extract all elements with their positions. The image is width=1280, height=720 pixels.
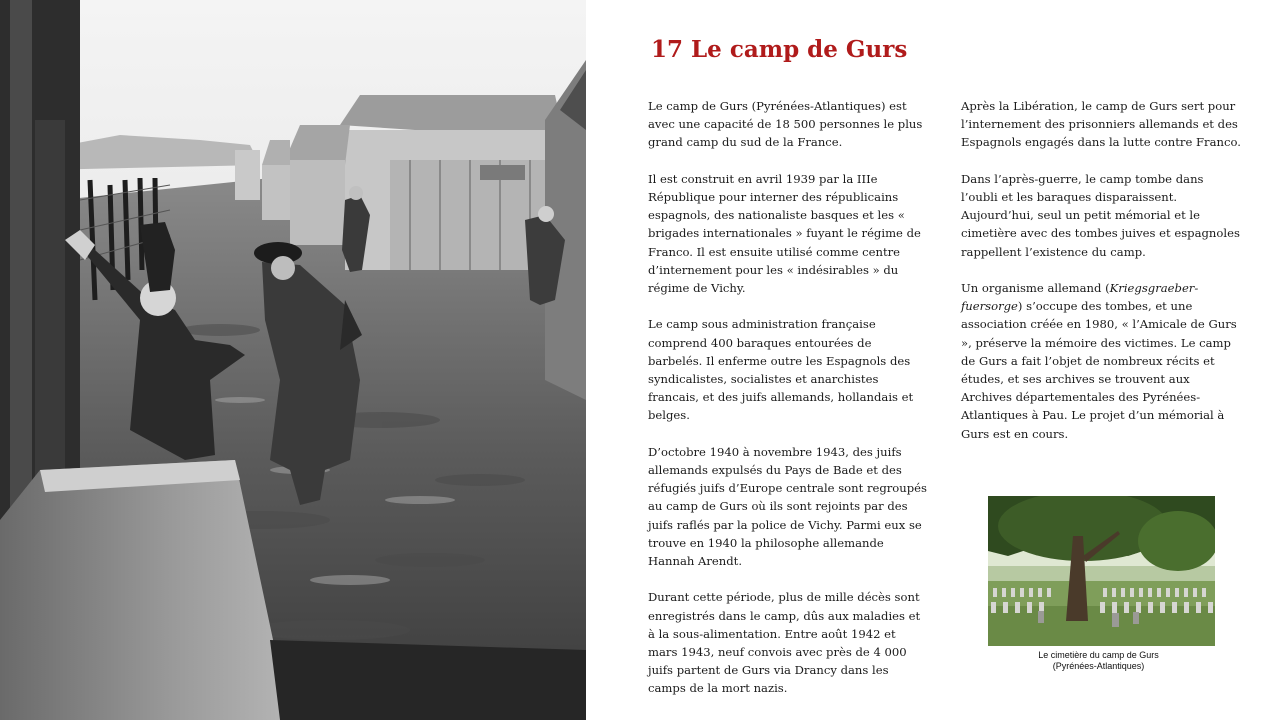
paragraph-construction: Il est construit en avril 1939 par la IIIe République pour interner des républicains espagnols, des nationaliste basques et les « brigades internationales » fuyant le régime de Franco. Il est ensuite utilisé comme centre d’internement pour les « indésirables » du régime de Vichy. bbox=[648, 171, 921, 296]
text-column-right bbox=[961, 97, 1241, 461]
paragraph-capacity: Le camp de Gurs (Pyrénées-Atlantiques) est avec une capacité de 18 500 personnes le plus grand camp du sud de la France. bbox=[648, 99, 923, 150]
paragraph-liberation: Après la Libération, le camp de Gurs sert pour l’internement des prisonniers allemands et des Espagnols engagés dans la lutte contre Franco. bbox=[961, 99, 1241, 150]
paragraph-deportees: D’octobre 1940 à novembre 1943, des juifs allemands expulsés du Pays de Bade et des réfugiés juifs d’Europe centrale sont regroupés au camp de Gurs où ils sont rejoints par des juifs raflés par la police de Vichy. Parmi eux se trouve en 1940 la philosophe allemande Hannah Arendt. bbox=[648, 444, 927, 569]
camp-photo bbox=[0, 0, 586, 720]
caption-line-1: Le cimetière du camp de Gurs bbox=[1038, 650, 1159, 660]
memorial-text-end: ) s’occupe des tombes, et une association créée en 1980, « l’Amicale de Gurs », préserve la mémoire des victimes. Le camp de Gurs a fait l’objet de nombreux récits et études, et ses archives se trouvent aux Archives départementales des Pyrénées-Atlantiques à Pau. Le projet d’un mémorial à Gurs est en cours. bbox=[961, 299, 1237, 441]
page-title: 17 Le camp de Gurs bbox=[651, 36, 908, 63]
memorial-text-start: Un organisme allemand ( bbox=[961, 281, 1110, 295]
paragraph-memorial bbox=[961, 279, 1241, 443]
caption-line-2: (Pyrénées-Atlantiques) bbox=[1052, 661, 1145, 671]
organisation-name: Kriegsgraeber-fuersorge bbox=[961, 281, 1199, 314]
paragraph-deaths: Durant cette période, plus de mille décès sont enregistrés dans le camp, dûs aux maladies et à la sous-alimentation. Entre août 1942 et mars 1943, neuf convois avec près de 4 000 juifs partent de Gurs via Drancy dans les camps de la mort nazis. bbox=[648, 590, 921, 696]
paragraph-postwar: Dans l’après-guerre, le camp tombe dans l’oubli et les baraques disparaissent. Aujourd’hui, seul un petit mémorial et le cimetière avec des tombes juives et espagnoles rappellent l’existence du camp. bbox=[961, 171, 1240, 259]
cemetery-photo bbox=[988, 496, 1215, 646]
text-column-left bbox=[648, 97, 928, 716]
paragraph-administration: Le camp sous administration française comprend 400 baraques entourées de barbelés. Il enferme outre les Espagnols des syndicalistes, socialistes et anarchistes francais, et des juifs allemands, hollandais et belges. bbox=[648, 317, 914, 423]
photo-caption bbox=[988, 650, 1209, 672]
